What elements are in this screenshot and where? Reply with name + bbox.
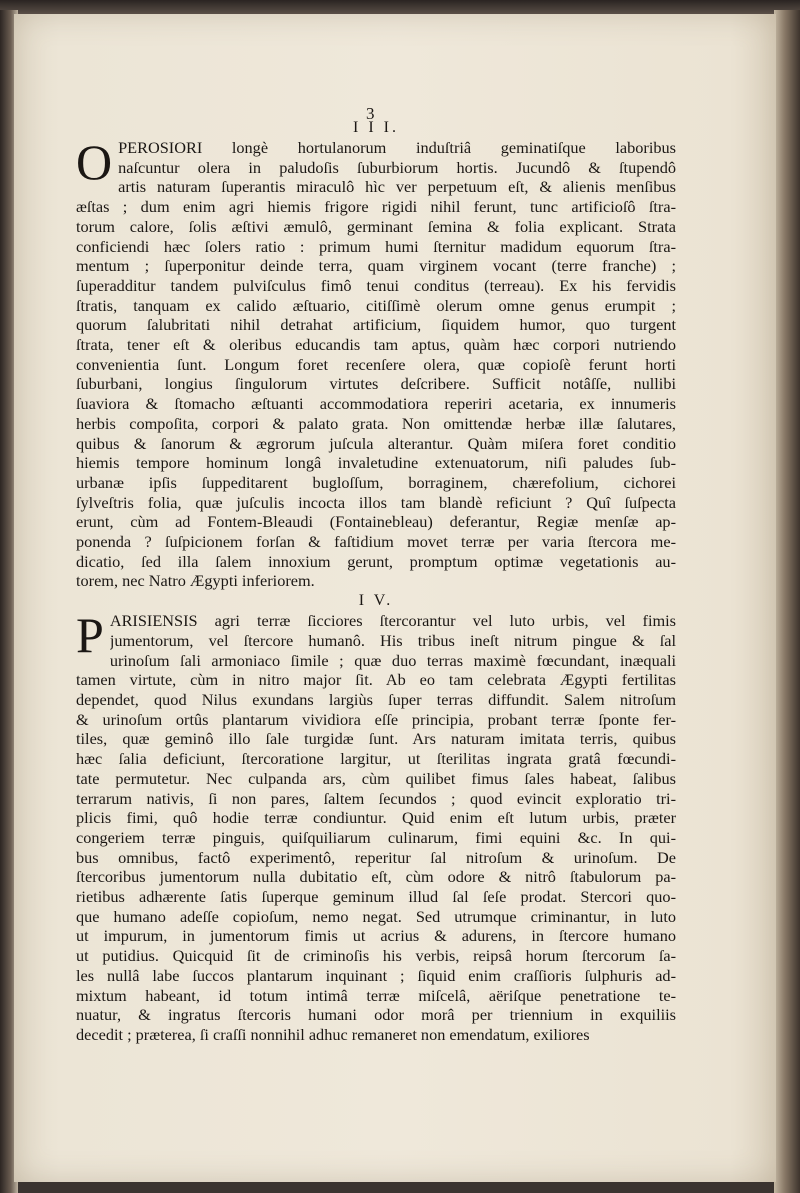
section-heading: I I I. bbox=[353, 119, 399, 136]
drop-cap: O bbox=[76, 134, 113, 190]
section-paragraph bbox=[76, 134, 676, 591]
text-line: urbanæ ipſis ſuppeditarent bugloſſum, borraginem, chærefolium, cichorei bbox=[76, 472, 676, 492]
text-line: convenientia ſunt. Longum foret recenſere olera, quæ copioſè ferunt horti bbox=[76, 354, 676, 374]
text-line: quorum ſalubritati nihil detrahat artificium, ſiquidem humor, quo turgent bbox=[76, 315, 676, 335]
text-line: ſuaviora & ſtomacho æſtuanti accommodatiora reperiri acetaria, ex innumeris bbox=[76, 394, 676, 414]
section-heading: I V. bbox=[358, 592, 394, 610]
text-line: tate permutetur. Nec culpanda ars, cùm quilibet fimus ſales habeat, ſalibus bbox=[76, 768, 676, 788]
text-line: ſuperadditur tandem pulviſculus fimô tenui conditus (terreau). Ex his fervidis bbox=[76, 275, 676, 295]
text-line: torem, nec Natro Ægypti inferiorem. bbox=[76, 571, 315, 591]
text-line: mentum ; ſuperponitur deinde terra, quam virginem vocant (terre franche) ; bbox=[76, 256, 676, 276]
text-line: æſtas ; dum enim agri hiemis frigore rigidi nihil ferunt, tunc artificioſô ſtra- bbox=[76, 197, 676, 217]
text-line: que humano adeſſe copioſum, nemo negat. Sed utrumque criminantur, in luto bbox=[76, 906, 676, 926]
text-line: nuatur, & ingratus ſtercoris humani odor morâ per triennium in exquiliis bbox=[76, 1005, 676, 1025]
text-line: dicatio, ſed illa ſalem innoxium gerunt, promptum optimæ vegetationis au- bbox=[76, 551, 676, 571]
text-line: naſcuntur olera in paludoſis ſuburbiorum hortis. Jucundô & ſtupendô bbox=[118, 157, 676, 177]
section-iv bbox=[76, 591, 676, 1044]
page-text bbox=[76, 118, 676, 1045]
text-line: ſylveſtris folia, quæ juſculis incocta illos tam blandè reficiunt ? Quî ſuſpecta bbox=[76, 492, 676, 512]
text-line: urinoſum ſali armoniaco ſimile ; quæ duo terras maximè fœcundant, inæquali bbox=[109, 650, 676, 670]
text-line: les nullâ labe ſuccos plantarum inquinant ; ſiquid enim craſſioris ſulphuris ad- bbox=[76, 965, 676, 985]
book-page bbox=[14, 14, 776, 1182]
text-line: & urinoſum ortûs plantarum vividiora eſſe principia, probant terræ ſponte fer- bbox=[76, 709, 676, 729]
text-line: ponenda ? ſuſpicionem forſan & faſtidium movet terræ per varia ſtercora me- bbox=[76, 532, 676, 552]
text-line: decedit ; præterea, ſi craſſi nonnihil adhuc remaneret non emendatum, exiliores bbox=[76, 1024, 590, 1044]
text-line: plicis fimi, quô hodie terræ condiuntur. Quid enim eſt lutum urbis, præter bbox=[76, 808, 676, 828]
text-line: jumentorum, vel ſtercore humanô. His tribus ineſt nitrum pingue & ſal bbox=[109, 630, 676, 650]
text-line: torum calore, ſolis æſtivi æmulô, germinant ſemina & folia explicant. Strata bbox=[76, 216, 676, 236]
text-line: PEROSIORI longè hortulanorum induſtriâ geminatiſque laboribus bbox=[118, 138, 676, 157]
text-line: ut putidius. Quicquid ſit de criminoſis his verbis, reipsâ horum ſtercorum ſa- bbox=[76, 946, 676, 966]
text-line: ARISIENSIS agri terræ ſicciores ſtercorantur vel luto urbis, vel fimis bbox=[109, 611, 676, 631]
text-line: tiles, quæ geminô illo ſale turgidæ ſunt. Ars naturam imitata terris, quibus bbox=[76, 729, 676, 749]
text-line: artis naturam ſuperantis miraculô hìc ver perpetuum eſt, & alienis menſibus bbox=[118, 177, 676, 197]
text-line: herbis compoſita, corpori & palato grata. Non omittendæ herbæ illæ ſalutares, bbox=[76, 413, 676, 433]
section-paragraph bbox=[76, 607, 676, 1044]
text-line: ſtercoribus jumentorum nulla dubitatio eſt, cùm odore & nitrô ſtabulorum pa- bbox=[76, 867, 676, 887]
text-line: ſtrata, tener eſt & oleribus educandis tam aptus, quàm hæc corpori nutriendo bbox=[76, 335, 676, 355]
text-line: tamen virtute, cùm in nitro major ſit. Ab eo tam celebrata Ægypti fertilitas bbox=[76, 670, 676, 690]
text-line: ſuburbani, longius ſingulorum virtutes deſcribere. Sufficit notâſſe, nullibi bbox=[76, 374, 676, 394]
text-line: hiemis tempore hominum longâ invaletudine extenuatorum, niſi paludes ſub- bbox=[76, 453, 676, 473]
text-line: ut impurum, in jumentorum fimis ut acrius & adurens, in ſtercore humano bbox=[76, 926, 676, 946]
text-line: mixtum habeant, id totum intimâ terræ miſcelâ, aëriſque penetratione te- bbox=[76, 985, 676, 1005]
text-line: rietibus adhærente ſatis ſuperque geminum illud ſal ſeſe prodat. Stercori quo- bbox=[76, 887, 676, 907]
drop-cap: P bbox=[76, 607, 104, 664]
section-iii bbox=[76, 118, 676, 591]
text-line: quibus & ſanorum & ægrorum juſcula alterantur. Quàm miſera foret conditio bbox=[76, 433, 676, 453]
text-line: terrarum nativis, ſi non pares, ſaltem ſecundos ; quod evincit exploratio tri- bbox=[76, 788, 676, 808]
book-page-edges bbox=[774, 10, 800, 1193]
text-line: bus omnibus, factô experimentô, reperitur ſal nitroſum & urinoſum. De bbox=[76, 847, 676, 867]
text-line: erunt, cùm ad Fontem-Bleaudi (Fontainebleau) deferantur, Regiæ menſæ ap- bbox=[76, 512, 676, 532]
text-line: congeriem terræ pinguis, quiſquiliarum culinarum, fimi equini &c. In qui- bbox=[76, 827, 676, 847]
text-line: dependet, quod Nilus exundans largiùs ſuper terras diffundit. Salem nitroſum bbox=[76, 689, 676, 709]
text-line: hæc ſalia deficiunt, ſtercoratione largitur, ut ſterilitas ingrata gratâ fœcundi- bbox=[76, 749, 676, 769]
page-number: 3 bbox=[366, 104, 375, 123]
text-line: conficiendi hæc ſolers ratio : primum humi ſternitur madidum equorum ſtra- bbox=[76, 236, 676, 256]
text-line: ſtratis, tanquam ex calido æſtuario, citiſſimè olerum omne genus erumpit ; bbox=[76, 295, 676, 315]
